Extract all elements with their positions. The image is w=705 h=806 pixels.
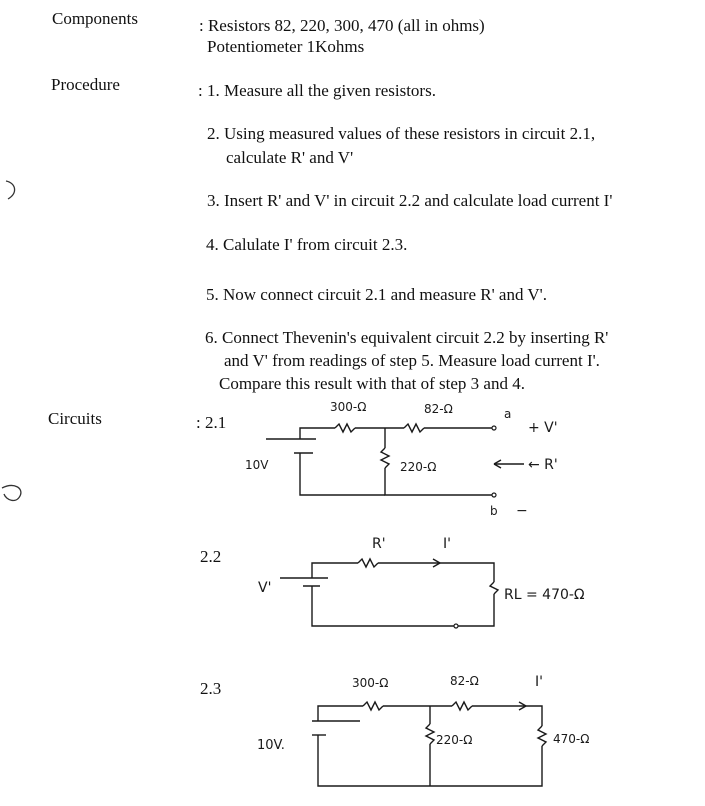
c21-terminal-a-label: a — [504, 407, 512, 421]
procedure-step-5: 5. Now connect circuit 2.1 and measure R' and V'. — [206, 285, 547, 304]
circuits-heading: Circuits — [48, 409, 102, 428]
margin-mark-bottom — [0, 480, 30, 510]
procedure-step-6b: and V' from readings of step 5. Measure load current I'. — [224, 351, 600, 370]
procedure-step-6c: Compare this result with that of step 3 and 4. — [219, 374, 525, 393]
c21-r82-label: 82-Ω — [424, 402, 453, 416]
c21-r220-label: 220-Ω — [400, 460, 437, 474]
components-potentiometer: Potentiometer 1Kohms — [207, 37, 365, 56]
circuit-2-2-label: 2.2 — [200, 547, 222, 566]
c23-current-label: I' — [535, 674, 543, 690]
c23-r82-label: 82-Ω — [450, 674, 479, 688]
c22-current-label: I' — [443, 536, 451, 552]
circuit-2-1-label: : 2.1 — [196, 413, 227, 432]
procedure-step-1: : 1. Measure all the given resistors. — [198, 81, 436, 100]
c22-load-label: RL = 470-Ω — [504, 587, 585, 603]
procedure-step-2a: 2. Using measured values of these resistors in circuit 2.1, — [207, 124, 596, 143]
c21-vout-label: + V' — [528, 420, 558, 436]
c21-rout-label: ← R' — [528, 457, 558, 473]
procedure-step-3: 3. Insert R' and V' in circuit 2.2 and calculate load current I' — [207, 191, 613, 210]
components-heading: Components — [52, 9, 138, 28]
c22-source-label: V' — [258, 580, 272, 596]
c23-load-label: 470-Ω — [553, 732, 590, 746]
components-resistors: : Resistors 82, 220, 300, 470 (all in ohms) — [199, 16, 485, 35]
procedure-heading: Procedure — [51, 75, 120, 94]
procedure-step-2b: calculate R' and V' — [226, 148, 354, 167]
c21-r300-label: 300-Ω — [330, 400, 367, 414]
c21-source-label: 10V — [245, 458, 269, 472]
resistor-470 — [538, 726, 546, 746]
resistor-82 — [452, 702, 472, 710]
circuit-2-3-label: 2.3 — [200, 679, 222, 698]
c23-source-label: 10V. — [257, 738, 285, 753]
resistor-220 — [426, 724, 434, 744]
procedure-step-6a: 6. Connect Thevenin's equivalent circuit 2.2 by inserting R' — [205, 328, 609, 347]
c21-minus-label: − — [516, 503, 528, 519]
procedure-step-4: 4. Calulate I' from circuit 2.3. — [206, 235, 408, 254]
margin-mark-top — [0, 175, 24, 205]
c22-resistor-label: R' — [372, 536, 386, 552]
resistor-300 — [363, 702, 383, 710]
c21-terminal-b-label: b — [490, 504, 498, 518]
c23-r300-label: 300-Ω — [352, 676, 389, 690]
c23-r220-label: 220-Ω — [436, 733, 473, 747]
